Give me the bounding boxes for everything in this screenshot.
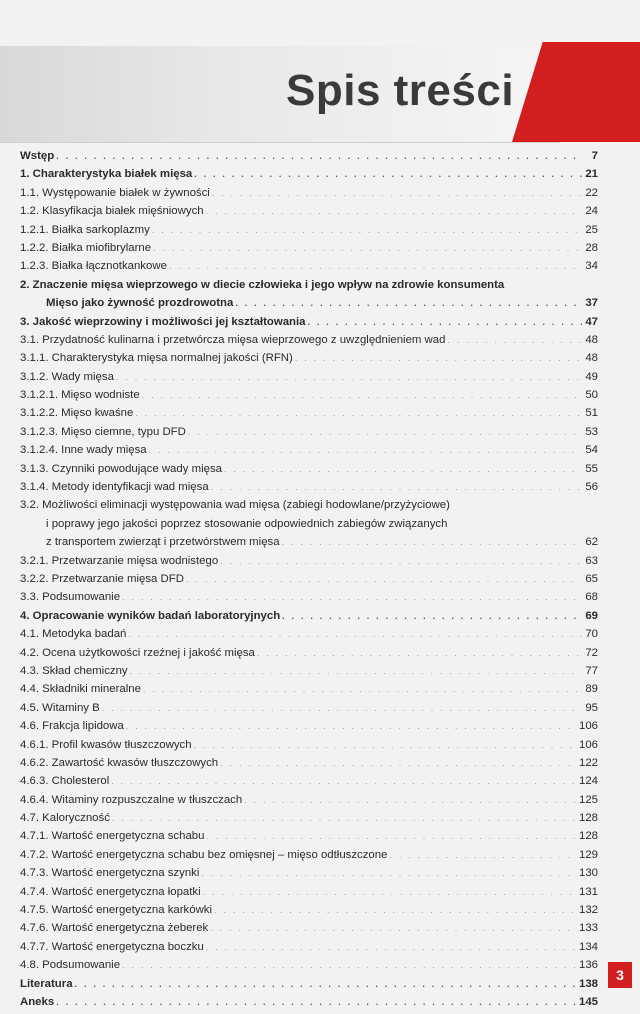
toc-entry-label: 3.1.2. Wady mięsa: [20, 370, 114, 383]
toc-entry: [20, 555, 598, 573]
toc-leader-dots: [102, 703, 582, 713]
toc-leader-dots: [56, 997, 577, 1007]
toc-entry-page: 131: [578, 885, 598, 898]
toc-leader-dots: [282, 537, 582, 547]
toc-leader-dots: [389, 850, 577, 860]
toc-leader-dots: [188, 427, 582, 437]
toc-entry-label: 3.2.1. Przetwarzanie mięsa wodnistego: [20, 554, 219, 567]
table-of-contents: [20, 150, 598, 1014]
toc-entry-label: 3.1.2.1. Mięso wodniste: [20, 389, 140, 402]
toc-leader-dots: [126, 721, 577, 731]
toc-leader-dots: [112, 813, 577, 823]
toc-leader-dots: [220, 758, 577, 768]
toc-entry: [20, 444, 598, 462]
toc-entry-page: 132: [578, 904, 598, 917]
toc-entry-label: 4.7.5. Wartość energetyczna karkówki: [20, 904, 213, 917]
toc-entry-label: 4.2. Ocena użytkowości rzeźnej i jakość mięsa: [20, 646, 255, 659]
toc-entry: [20, 720, 598, 738]
toc-entry-page: 125: [578, 793, 598, 806]
toc-leader-dots: [212, 188, 582, 198]
toc-leader-dots: [194, 740, 577, 750]
toc-entry: [20, 168, 598, 186]
toc-entry-label: 1.2.3. Białka łącznotkankowe: [20, 260, 167, 273]
toc-leader-dots: [56, 151, 582, 161]
toc-entry-label: 4.7.7. Wartość energetyczna boczku: [20, 940, 204, 953]
toc-entry-page: 24: [585, 205, 598, 218]
toc-entry-label: z transportem zwierząt i przetwórstwem mięsa: [46, 536, 280, 549]
toc-entry-page: 128: [578, 830, 598, 843]
toc-entry: [20, 242, 598, 260]
toc-entry-page: 128: [578, 812, 598, 825]
toc-entry: [20, 316, 598, 334]
toc-entry-label: 4.6.1. Profil kwasów tłuszczowych: [20, 738, 192, 751]
toc-entry-page: 54: [585, 444, 598, 457]
toc-entry-page: 77: [585, 664, 598, 677]
toc-leader-dots: [194, 169, 582, 179]
toc-entry-label: 1.2.1. Białka sarkoplazmy: [20, 223, 150, 236]
toc-entry: [20, 591, 598, 609]
toc-entry: [20, 334, 598, 352]
toc-leader-dots: [244, 795, 577, 805]
toc-entry: [20, 683, 598, 701]
toc-entry-page: 133: [578, 922, 598, 935]
toc-leader-dots: [111, 776, 577, 786]
toc-entry: [20, 812, 598, 830]
toc-entry: [20, 610, 598, 628]
toc-entry: [20, 371, 598, 389]
toc-entry: [20, 389, 598, 407]
toc-entry-page: 55: [585, 462, 598, 475]
toc-entry-page: 138: [578, 977, 598, 990]
toc-entry-page: 122: [578, 756, 598, 769]
toc-entry-page: 145: [578, 995, 598, 1008]
toc-leader-dots: [224, 464, 582, 474]
toc-entry-page: 89: [585, 683, 598, 696]
toc-entry-label: 3.3. Podsumowanie: [20, 591, 121, 604]
toc-entry-label: 4.6. Frakcja lipidowa: [20, 720, 124, 733]
toc-leader-dots: [186, 574, 582, 584]
toc-entry: [20, 867, 598, 885]
toc-leader-dots: [153, 243, 582, 253]
toc-entry-page: 48: [585, 352, 598, 365]
toc-entry-label: 4.3. Skład chemiczny: [20, 664, 128, 677]
toc-leader-dots: [257, 648, 582, 658]
toc-leader-dots: [206, 206, 582, 216]
toc-entry-label: 3.2.2. Przetwarzanie mięsa DFD: [20, 572, 184, 585]
toc-entry-label: 1.1. Występowanie białek w żywności: [20, 186, 210, 199]
toc-entry-label: 4.6.2. Zawartość kwasów tłuszczowych: [20, 756, 219, 769]
toc-entry-page: 69: [585, 609, 598, 622]
toc-entry-page: 70: [585, 628, 598, 641]
toc-leader-dots: [130, 666, 582, 676]
toc-entry-page: 95: [585, 701, 598, 714]
toc-entry: [20, 886, 598, 904]
toc-entry: [20, 463, 598, 481]
toc-entry-label: 3.1.2.4. Inne wady mięsa: [20, 444, 147, 457]
page-number: 3: [608, 962, 632, 988]
toc-entry-page: 106: [578, 738, 598, 751]
toc-leader-dots: [206, 942, 577, 952]
toc-entry: [20, 573, 598, 591]
toc-entry-page: 134: [578, 940, 598, 953]
toc-entry-label: 4.5. Witaminy B: [20, 701, 100, 714]
toc-entry-page: 7: [591, 150, 598, 162]
toc-entry-label: 4.6.4. Witaminy rozpuszczalne w tłuszczach: [20, 793, 243, 806]
toc-entry-page: 65: [585, 572, 598, 585]
toc-entry-page: 48: [585, 333, 598, 346]
toc-leader-dots: [122, 960, 577, 970]
toc-entry-label: 4.4. Składniki mineralne: [20, 683, 141, 696]
toc-entry-page: 106: [578, 720, 598, 733]
toc-entry-label: 3.1. Przydatność kulinarna i przetwórcza mięsa wieprzowego z uwzględnieniem wad: [20, 333, 446, 346]
toc-entry-label: 3. Jakość wieprzowiny i możliwości jej kształtowania: [20, 315, 306, 328]
toc-entry: [20, 426, 598, 444]
toc-entry: [20, 150, 598, 168]
toc-entry-label: Aneks: [20, 995, 55, 1008]
toc-entry-page: 124: [578, 775, 598, 788]
toc-entry-page: 28: [585, 241, 598, 254]
toc-entry: [20, 830, 598, 848]
toc-entry: [20, 978, 598, 996]
toc-entry-label: 1. Charakterystyka białek mięsa: [20, 168, 193, 181]
toc-entry-page: 21: [585, 168, 598, 181]
toc-entry-label: 4.7.3. Wartość energetyczna szynki: [20, 867, 200, 880]
toc-entry: [20, 702, 598, 720]
toc-entry-page: 72: [585, 646, 598, 659]
toc-entry: [20, 794, 598, 812]
toc-entry-label: 4.7.1. Wartość energetyczna schabu: [20, 830, 205, 843]
toc-leader-dots: [116, 372, 582, 382]
toc-leader-dots: [308, 317, 583, 327]
toc-entry: i poprawy jego jakości poprzez stosowanie odpowiednich zabiegów związanych: [46, 517, 448, 530]
toc-entry-label: 3.1.2.2. Mięso kwaśne: [20, 407, 134, 420]
toc-entry-label: 1.2.2. Białka miofibrylarne: [20, 241, 152, 254]
toc-entry: [20, 407, 598, 425]
toc-entry-label: 1.2. Klasyfikacja białek mięśniowych: [20, 205, 204, 218]
toc-leader-dots: [143, 684, 582, 694]
toc-entry-label: 4.7.4. Wartość energetyczna łopatki: [20, 885, 201, 898]
toc-leader-dots: [214, 905, 577, 915]
page-title: Spis treści: [286, 66, 515, 115]
toc-leader-dots: [210, 923, 577, 933]
toc-entry: [20, 224, 598, 242]
toc-entry-label: Mięso jako żywność prozdrowotna: [46, 297, 234, 310]
toc-entry: 2. Znaczenie mięsa wieprzowego w diecie człowieka i jego wpływ na zdrowie konsumenta: [20, 278, 505, 291]
toc-entry-label: 4.1. Metodyka badań: [20, 628, 127, 641]
toc-entry-page: 68: [585, 591, 598, 604]
toc-leader-dots: [235, 298, 582, 308]
toc-entry: [20, 996, 598, 1014]
toc-entry-page: 63: [585, 554, 598, 567]
toc-leader-dots: [447, 335, 582, 345]
toc-entry-label: 4. Opracowanie wyników badań laboratoryjnych: [20, 609, 281, 622]
toc-entry: [20, 536, 598, 554]
toc-leader-dots: [220, 556, 582, 566]
toc-entry: [20, 739, 598, 757]
toc-leader-dots: [149, 445, 582, 455]
toc-leader-dots: [75, 979, 577, 989]
toc-entry: [20, 260, 598, 278]
toc-entry-page: 129: [578, 848, 598, 861]
toc-entry-page: 47: [585, 315, 598, 328]
toc-leader-dots: [135, 408, 582, 418]
toc-entry-label: Wstęp: [20, 150, 55, 162]
toc-entry: [20, 959, 598, 977]
toc-entry-label: 4.7.6. Wartość energetyczna żeberek: [20, 922, 209, 935]
toc-leader-dots: [211, 482, 582, 492]
toc-leader-dots: [152, 225, 582, 235]
toc-entry: [20, 647, 598, 665]
toc-entry: [20, 297, 598, 315]
toc-entry: [20, 849, 598, 867]
toc-entry: [20, 922, 598, 940]
toc-leader-dots: [203, 887, 577, 897]
toc-entry-page: 130: [578, 867, 598, 880]
toc-leader-dots: [206, 831, 577, 841]
toc-entry: [20, 352, 598, 370]
toc-entry-page: 34: [585, 260, 598, 273]
toc-entry-label: 4.7. Kaloryczność: [20, 812, 110, 825]
toc-entry-label: 3.1.1. Charakterystyka mięsa normalnej jakości (RFN): [20, 352, 293, 365]
toc-entry-page: 136: [578, 959, 598, 972]
toc-entry: [20, 775, 598, 793]
toc-entry-label: Literatura: [20, 977, 73, 990]
toc-entry-label: 4.8. Podsumowanie: [20, 959, 121, 972]
toc-entry: [20, 481, 598, 499]
toc-entry-page: 49: [585, 370, 598, 383]
toc-entry: [20, 941, 598, 959]
toc-entry-page: 62: [585, 536, 598, 549]
toc-entry-page: 56: [585, 481, 598, 494]
toc-leader-dots: [122, 592, 582, 602]
toc-entry-page: 37: [585, 297, 598, 310]
toc-entry: 3.2. Możliwości eliminacji występowania wad mięsa (zabiegi hodowlane/przyżyciowe): [20, 499, 450, 512]
toc-entry: [20, 665, 598, 683]
toc-leader-dots: [169, 261, 582, 271]
toc-entry-label: 3.1.2.3. Mięso ciemne, typu DFD: [20, 425, 186, 438]
toc-entry-label: 3.1.4. Metody identyfikacji wad mięsa: [20, 481, 209, 494]
toc-leader-dots: [128, 629, 582, 639]
toc-entry: [20, 205, 598, 223]
toc-leader-dots: [201, 868, 577, 878]
toc-entry-label: 3.1.3. Czynniki powodujące wady mięsa: [20, 462, 222, 475]
toc-entry-label: 4.7.2. Wartość energetyczna schabu bez omięsnej – mięso odtłuszczone: [20, 848, 388, 861]
toc-entry: [20, 757, 598, 775]
toc-entry-page: 22: [585, 186, 598, 199]
toc-entry-page: 53: [585, 425, 598, 438]
toc-entry-page: 50: [585, 389, 598, 402]
toc-entry-label: 4.6.3. Cholesterol: [20, 775, 110, 788]
toc-leader-dots: [295, 353, 582, 363]
toc-entry: [20, 187, 598, 205]
toc-entry-page: 25: [585, 223, 598, 236]
toc-entry: [20, 904, 598, 922]
toc-leader-dots: [142, 390, 582, 400]
toc-leader-dots: [282, 611, 582, 621]
toc-entry: [20, 628, 598, 646]
toc-entry-page: 51: [585, 407, 598, 420]
